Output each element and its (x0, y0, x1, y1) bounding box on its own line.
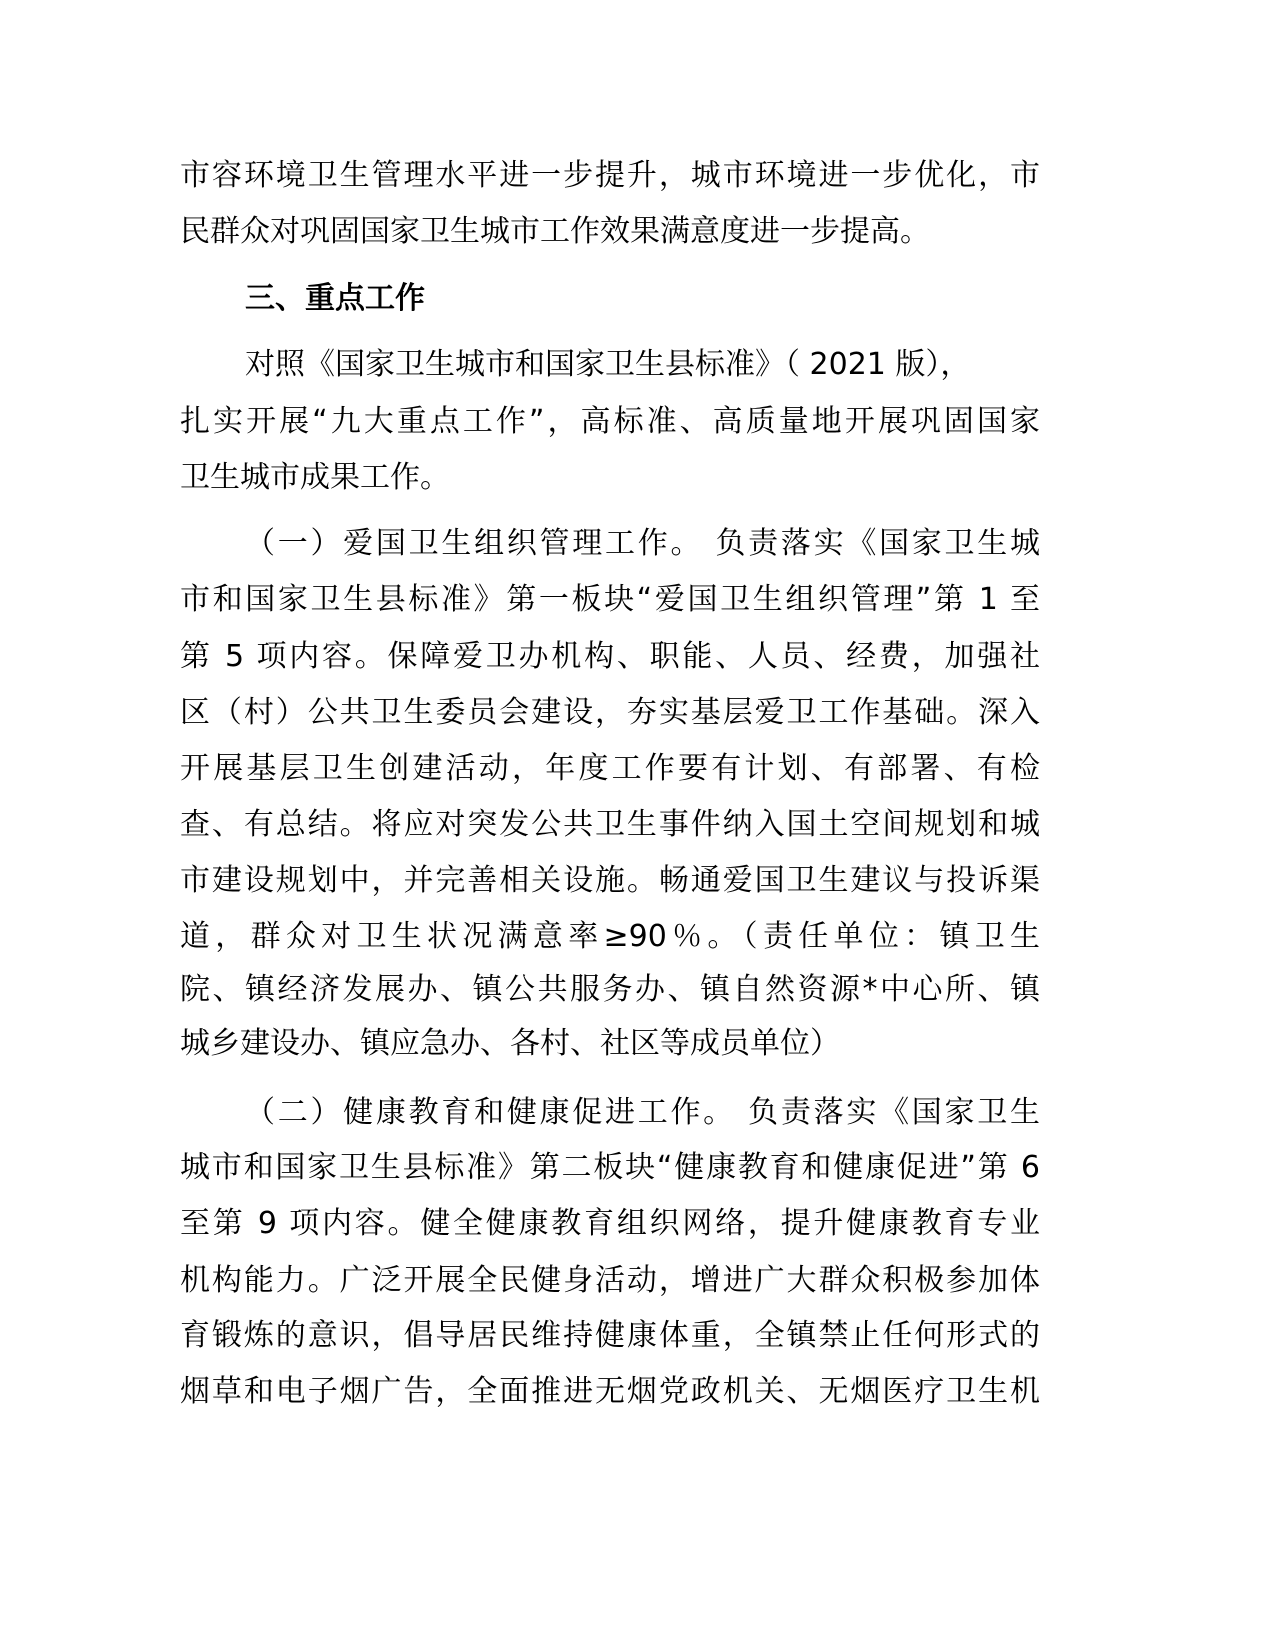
body-text-line: 道，群众对卫生状况满意率≥90％。（责任单位：镇卫生 (180, 919, 1040, 954)
body-text-line: 对照《国家卫生城市和国家卫生县标准》（ 2021 版）， (245, 347, 971, 382)
body-text-line: 烟草和电子烟广告，全面推进无烟党政机关、无烟医疗卫生机 (180, 1374, 1040, 1409)
body-text-line: 市容环境卫生管理水平进一步提升，城市环境进一步优化，市 (180, 158, 1040, 193)
body-text-line: 市和国家卫生县标准》第一板块“爱国卫生组织管理”第 1 至 (180, 582, 1040, 617)
section-heading: 三、重点工作 (245, 281, 425, 316)
body-text-line: 至第 9 项内容。健全健康教育组织网络，提升健康教育专业 (180, 1206, 1040, 1241)
body-text-line: 查、有总结。将应对突发公共卫生事件纳入国土空间规划和城 (180, 807, 1040, 842)
subsection-heading-line: （二）健康教育和健康促进工作。 负责落实《国家卫生 (245, 1095, 1040, 1130)
body-text-line: 机构能力。广泛开展全民健身活动，增进广大群众积极参加体 (180, 1263, 1040, 1298)
body-text-line: 市建设规划中，并完善相关设施。畅通爱国卫生建议与投诉渠 (180, 863, 1040, 898)
body-text-line: 院、镇经济发展办、镇公共服务办、镇自然资源*中心所、镇 (180, 972, 1040, 1007)
body-text-line: 民群众对巩固国家卫生城市工作效果满意度进一步提高。 (180, 214, 930, 249)
body-text-line: 开展基层卫生创建活动，年度工作要有计划、有部署、有检 (180, 751, 1040, 786)
body-text-line: 城市和国家卫生县标准》第二板块“健康教育和健康促进”第 6 (180, 1150, 1040, 1185)
subsection-heading-line: （一）爱国卫生组织管理工作。 负责落实《国家卫生城 (245, 526, 1040, 561)
body-text-line: 育锻炼的意识，倡导居民维持健康体重，全镇禁止任何形式的 (180, 1318, 1040, 1353)
body-text-line: 城乡建设办、镇应急办、各村、社区等成员单位） (180, 1026, 840, 1061)
body-text-line: 扎实开展“九大重点工作”，高标准、高质量地开展巩固国家 (180, 404, 1040, 439)
body-text-line: 卫生城市成果工作。 (180, 460, 450, 495)
body-text-line: 第 5 项内容。保障爱卫办机构、职能、人员、经费，加强社 (180, 639, 1040, 674)
body-text-line: 区（村）公共卫生委员会建设，夯实基层爱卫工作基础。深入 (180, 695, 1040, 730)
